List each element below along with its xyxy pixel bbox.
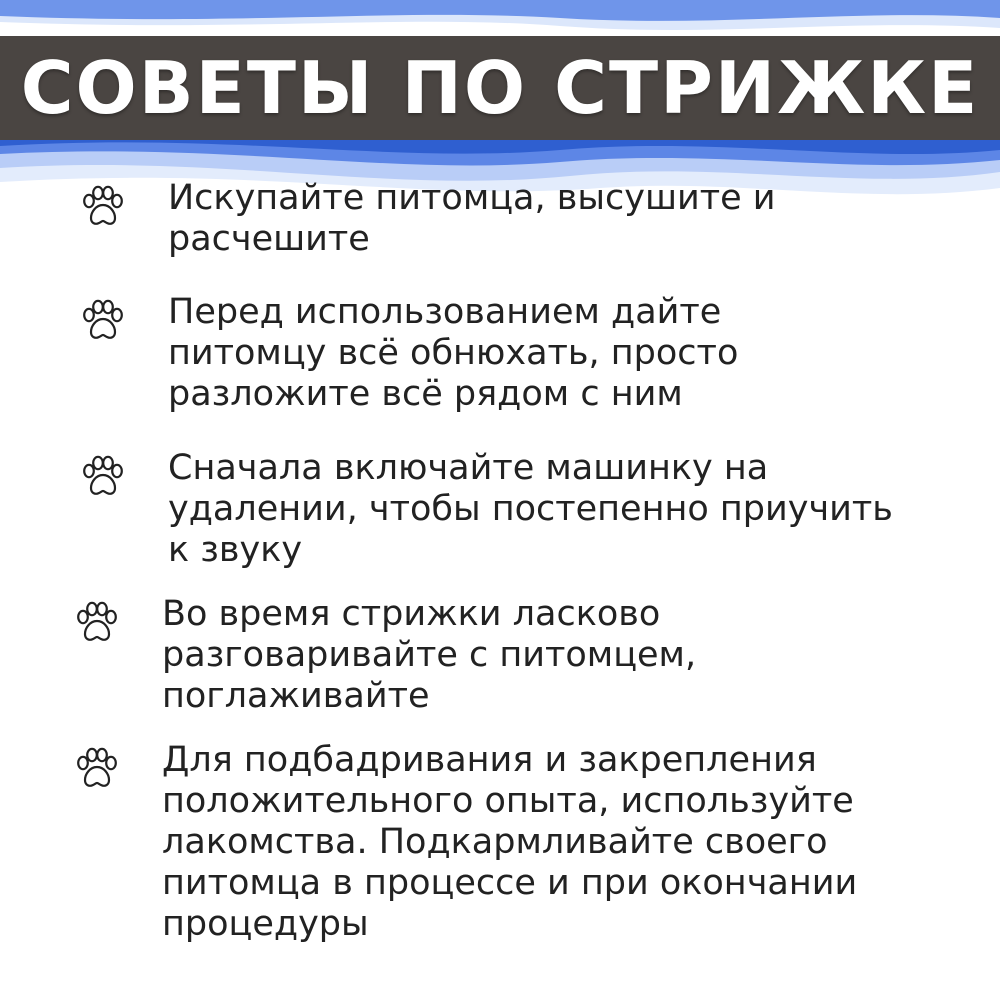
paw-icon [80,454,126,500]
tip-text: Искупайте питомца, высушите и расчешите [168,178,776,259]
tip-text: Сначала включайте машинку на удалении, чтобы постепенно приучить к звуку [168,448,893,570]
paw-icon [80,184,126,230]
tip-text: Для подбадривания и закрепления положительного опыта, используйте лакомства. Подкармливайте своего питомца в процессе и при окончании процедуры [162,740,858,944]
paw-icon [74,746,120,792]
page-title: СОВЕТЫ ПО СТРИЖКЕ [20,46,980,130]
paw-icon [74,600,120,646]
paw-icon [80,298,126,344]
tip-text: Перед использованием дайте питомцу всё обнюхать, просто разложите всё рядом с ним [168,292,739,414]
tip-text: Во время стрижки ласково разговаривайте с питомцем, поглаживайте [162,594,697,716]
